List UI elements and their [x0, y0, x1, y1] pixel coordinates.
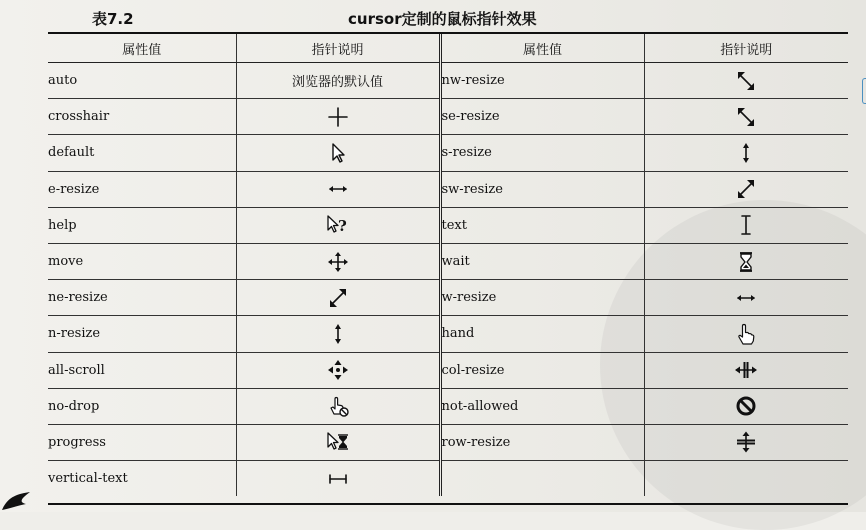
property-value-cell: s-resize [440, 135, 644, 171]
pointer-description-cell [644, 135, 848, 171]
page-edge-tab [862, 78, 866, 104]
hand-pointer-icon [733, 322, 759, 346]
pointer-description-cell [644, 352, 848, 388]
pointer-description-cell [236, 461, 440, 497]
pointer-description-cell [644, 207, 848, 243]
cursor-table [48, 34, 848, 496]
header-pointer-description-2: 指针说明 [644, 34, 848, 63]
table-row [48, 63, 848, 99]
pointer-description-cell [236, 207, 440, 243]
pointer-description-cell [644, 63, 848, 99]
pointer-description-cell [236, 135, 440, 171]
property-value-cell: vertical-text [48, 471, 128, 487]
header-pointer-description: 指针说明 [236, 34, 440, 63]
all-scroll-icon [325, 358, 351, 382]
pointer-description-cell [236, 280, 440, 316]
property-value-cell: default [48, 135, 236, 171]
property-value-cell: se-resize [440, 99, 644, 135]
table-number: 表7.2 [92, 10, 134, 28]
progress-cursor-icon [325, 430, 351, 454]
vertical-text-icon [325, 467, 351, 491]
property-value-cell: nw-resize [440, 63, 644, 99]
pointer-description-cell [236, 352, 440, 388]
pointer-description-cell [236, 316, 440, 352]
property-value-cell: progress [48, 424, 236, 460]
table-title: cursor定制的鼠标指针效果 [348, 10, 537, 28]
pointer-description-cell [236, 424, 440, 460]
corner-ornament [0, 488, 40, 512]
property-value-cell [440, 461, 644, 497]
diagonal-ne-resize-icon [325, 286, 351, 310]
property-value-cell: col-resize [440, 352, 644, 388]
property-value-cell: no-drop [48, 388, 236, 424]
diagonal-se-resize-icon [733, 105, 759, 129]
property-value-cell: text [440, 207, 644, 243]
table-row [48, 424, 848, 460]
property-value-cell: all-scroll [48, 352, 236, 388]
arrow-pointer-icon [325, 141, 351, 165]
property-value-cell: wait [440, 243, 644, 279]
table-row [48, 352, 848, 388]
table-row [48, 388, 848, 424]
row-resize-icon [733, 430, 759, 454]
horizontal-resize-icon [325, 177, 351, 201]
table-row [48, 207, 848, 243]
text-ibeam-icon [733, 213, 759, 237]
table-row [48, 171, 848, 207]
header-property-value-2: 属性值 [440, 34, 644, 63]
help-cursor-icon [325, 213, 351, 237]
no-drop-icon [325, 394, 351, 418]
table-row [48, 461, 848, 497]
pointer-description-cell [644, 171, 848, 207]
table-row [48, 99, 848, 135]
pointer-description-cell [236, 63, 440, 99]
property-value-cell: move [48, 243, 236, 279]
hourglass-icon [733, 250, 759, 274]
property-value-cell: sw-resize [440, 171, 644, 207]
header-property-value: 属性值 [48, 34, 236, 63]
property-value-cell: ne-resize [48, 280, 236, 316]
pointer-description-cell [236, 99, 440, 135]
svg-text:?: ? [337, 217, 347, 236]
pointer-description-cell [644, 99, 848, 135]
table-row [48, 280, 848, 316]
pointer-description-cell [644, 388, 848, 424]
pointer-description-cell [644, 461, 848, 497]
pointer-description-cell [644, 316, 848, 352]
property-value-cell: e-resize [48, 171, 236, 207]
table-bottom-rule [48, 503, 848, 505]
col-resize-icon [733, 358, 759, 382]
pointer-description-cell [236, 388, 440, 424]
property-value-cell: n-resize [48, 316, 236, 352]
property-value-cell: hand [440, 316, 644, 352]
pointer-description-cell [236, 171, 440, 207]
pointer-description-cell [236, 243, 440, 279]
description-text: 浏览器的默认值 [291, 75, 383, 91]
pointer-description-cell [644, 280, 848, 316]
table-row [48, 243, 848, 279]
property-value-cell: crosshair [48, 99, 236, 135]
crosshair-icon [325, 105, 351, 129]
move-icon [325, 250, 351, 274]
property-value-cell: auto [48, 63, 236, 99]
table-row [48, 316, 848, 352]
table-header-row [48, 34, 848, 63]
horizontal-resize-icon [733, 286, 759, 310]
diagonal-nw-resize-icon [733, 69, 759, 93]
property-value-cell: help [48, 207, 236, 243]
not-allowed-icon [733, 394, 759, 418]
vertical-resize-icon [733, 141, 759, 165]
pointer-description-cell [644, 243, 848, 279]
property-value-cell: w-resize [440, 280, 644, 316]
property-value-cell: not-allowed [440, 388, 644, 424]
pointer-description-cell [644, 424, 848, 460]
property-value-cell: row-resize [440, 424, 644, 460]
vertical-resize-icon [325, 322, 351, 346]
table-row [48, 135, 848, 171]
diagonal-sw-resize-icon [733, 177, 759, 201]
